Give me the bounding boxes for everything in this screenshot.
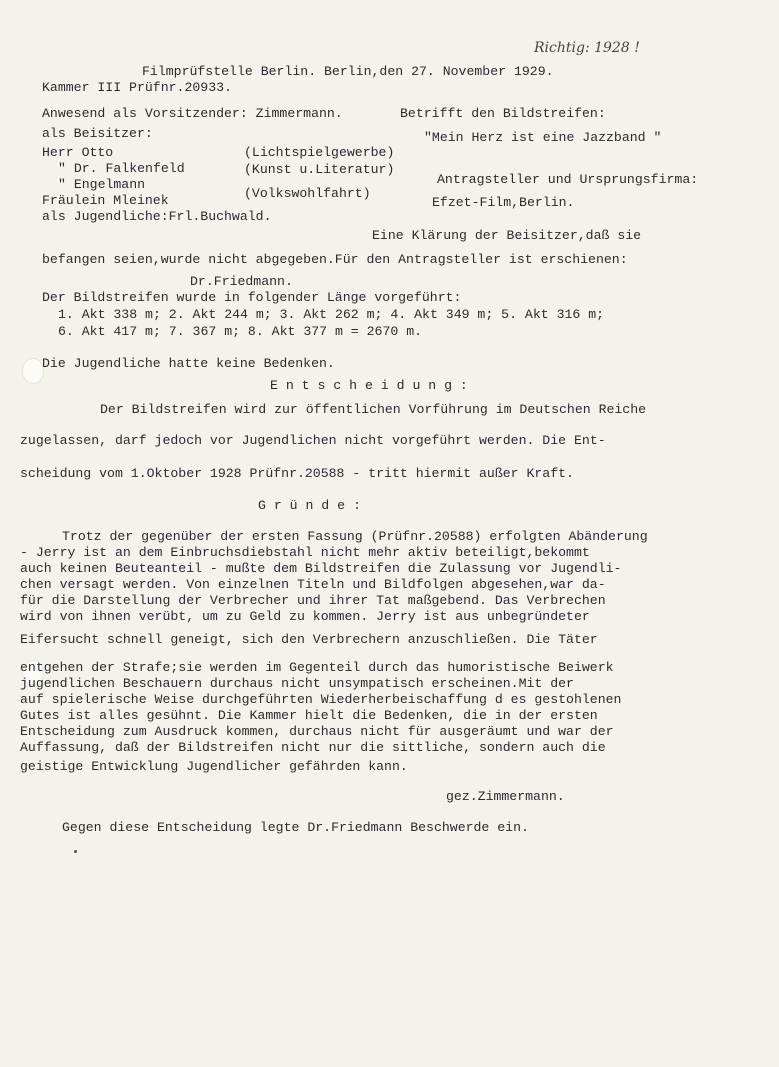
reasons-line-11: Gutes ist alles gesühnt. Die Kammer hielt die Bedenken, die in der ersten: [20, 708, 598, 723]
assessors-label: als Beisitzer:: [42, 126, 153, 141]
reasons-line-6: wird von ihnen verübt, um zu Geld zu kommen. Jerry ist aus unbegründeter: [20, 609, 590, 624]
reasons-line-3: auch keinen Beuteanteil - mußte dem Bildstreifen die Zulassung vor Jugendli-: [20, 561, 622, 576]
paragraph-2-line-3: 6. Akt 417 m; 7. 367 m; 8. Akt 377 m = 2670 m.: [58, 324, 423, 339]
youth-member: als Jugendliche:Frl.Buchwald.: [42, 209, 272, 224]
subject-label: Betrifft den Bildstreifen:: [400, 106, 606, 121]
member-2: " Dr. Falkenfeld: [58, 161, 185, 176]
paragraph-1-line-2: befangen seien,wurde nicht abgegeben.Für den Antragsteller ist erschienen:: [42, 252, 628, 267]
reasons-line-13: Auffassung, daß der Bildstreifen nicht nur die sittliche, sondern auch die: [20, 740, 606, 755]
decision-line-1: Der Bildstreifen wird zur öffentlichen Vorführung im Deutschen Reiche: [100, 402, 647, 417]
film-title: "Mein Herz ist eine Jazzband ": [424, 130, 662, 145]
paragraph-1-line-3: Dr.Friedmann.: [190, 274, 293, 289]
reasons-line-4: chen versagt werden. Von einzelnen Titeln und Bildfolgen abgesehen,war da-: [20, 577, 606, 592]
member-1: Herr Otto: [42, 145, 114, 160]
reasons-line-10: auf spielerische Weise durchgeführten Wiederherbeischaffung d es gestohlenen: [20, 692, 622, 707]
applicant-name: Efzet-Film,Berlin.: [432, 195, 575, 210]
reasons-line-1: Trotz der gegenüber der ersten Fassung (Prüfnr.20588) erfolgten Abänderung: [62, 529, 648, 544]
closing-line: Gegen diese Entscheidung legte Dr.Friedmann Beschwerde ein.: [62, 820, 529, 835]
member-2-group: (Kunst u.Literatur): [244, 162, 395, 177]
decision-heading: E n t s c h e i d u n g :: [270, 378, 468, 393]
reasons-line-5: für die Darstellung der Verbrecher und ihrer Tat maßgebend. Das Verbrechen: [20, 593, 606, 608]
reasons-line-2: - Jerry ist an dem Einbruchsdiebstahl nicht mehr aktiv beteiligt,bekommt: [20, 545, 590, 560]
paragraph-2-line-2: 1. Akt 338 m; 2. Akt 244 m; 3. Akt 262 m; 4. Akt 349 m; 5. Akt 316 m;: [58, 307, 605, 322]
ink-speck: [74, 850, 77, 853]
handwritten-annotation: Richtig: 1928 !: [534, 40, 640, 56]
decision-line-3: scheidung vom 1.Oktober 1928 Prüfnr.20588 - tritt hiermit außer Kraft.: [20, 466, 574, 481]
paragraph-3: Die Jugendliche hatte keine Bedenken.: [42, 356, 335, 371]
signature: gez.Zimmermann.: [446, 789, 565, 804]
reasons-line-12: Entscheidung zum Ausdruck kommen, durchaus nicht für ausgeräumt und war der: [20, 724, 614, 739]
reasons-line-8: entgehen der Strafe;sie werden im Gegenteil durch das humoristische Beiwerk: [20, 660, 614, 675]
member-3-4-group: (Volkswohlfahrt): [244, 186, 371, 201]
decision-line-2: zugelassen, darf jedoch vor Jugendlichen nicht vorgeführt werden. Die Ent-: [20, 433, 606, 448]
member-1-group: (Lichtspielgewerbe): [244, 145, 395, 160]
paragraph-1-line-1: Eine Klärung der Beisitzer,daß sie: [372, 228, 642, 243]
reasons-line-7: Eifersucht schnell geneigt, sich den Verbrechern anzuschließen. Die Täter: [20, 632, 598, 647]
reasons-line-9: jugendlichen Beschauern durchaus nicht unsympatisch erscheinen.Mit der: [20, 676, 574, 691]
member-4: Fräulein Mleinek: [42, 193, 169, 208]
punch-hole-top: [22, 358, 44, 384]
applicant-label: Antragsteller und Ursprungsfirma:: [437, 172, 699, 187]
header-line-2: Kammer III Prüfnr.20933.: [42, 80, 232, 95]
paragraph-2-line-1: Der Bildstreifen wurde in folgender Länge vorgeführt:: [42, 290, 462, 305]
member-3: " Engelmann: [58, 177, 146, 192]
reasons-line-14: geistige Entwicklung Jugendlicher gefährden kann.: [20, 759, 408, 774]
header-line-1: Filmprüfstelle Berlin. Berlin,den 27. November 1929.: [142, 64, 554, 79]
reasons-heading: G r ü n d e :: [258, 498, 361, 513]
presiding-line: Anwesend als Vorsitzender: Zimmermann.: [42, 106, 343, 121]
